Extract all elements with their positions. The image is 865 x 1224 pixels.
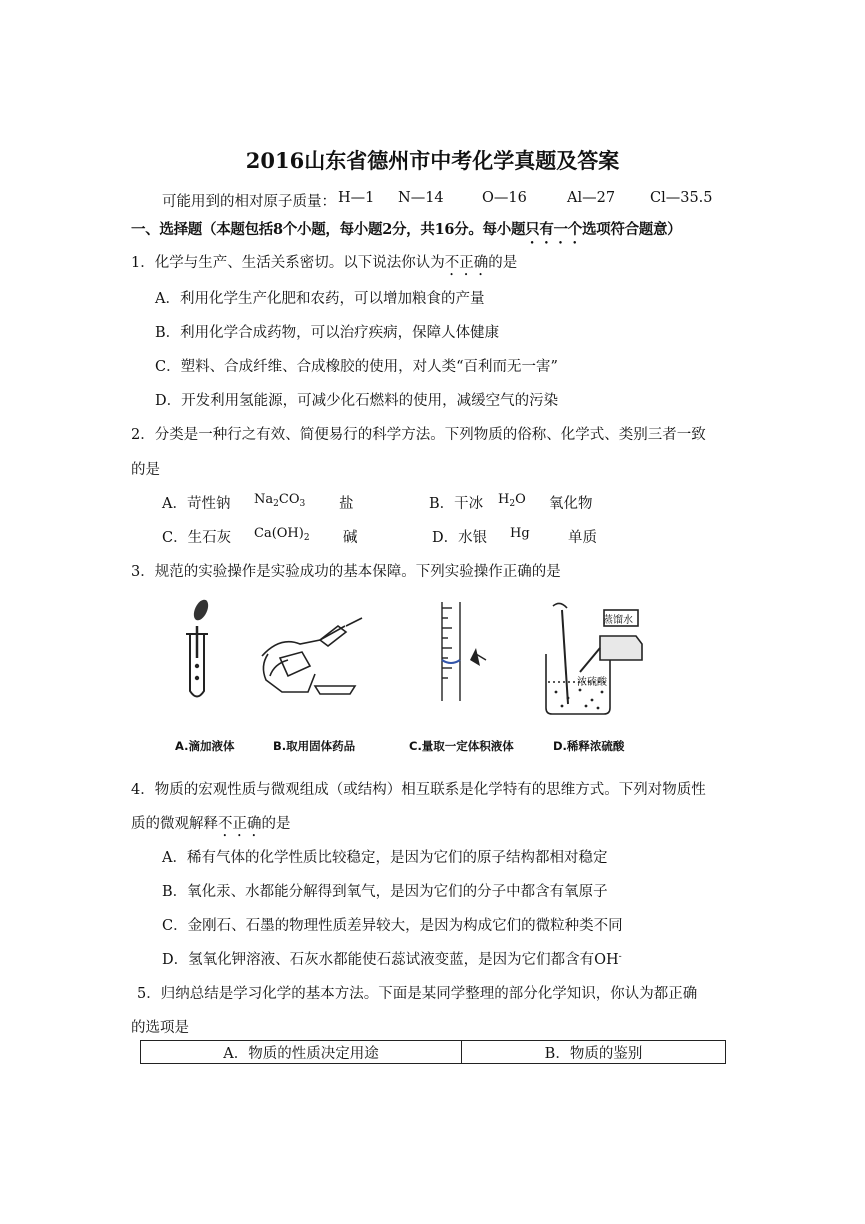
q5-table [140,1040,726,1064]
q5-table-header-b: B．物质的鉴别 [462,1041,726,1064]
q2-option-c-class: 碱 [343,530,358,546]
atomic-mass-label: 可能用到的相对原子质量： [162,194,336,210]
q2-option-d-class: 单质 [568,530,597,546]
label-distilled-water: 蒸馏水 [603,615,633,626]
atomic-mass-n: N—14 [398,190,444,206]
q1-stem: 1．化学与生产、生活关系密切。以下说法你认为不正确的是 [131,255,518,271]
section-heading: 一、选择题（本题包括8个小题，每小题2分，共16分。每小题只有一个选项符合题意） [131,221,682,238]
q4-option-d: D．氢氧化钾溶液、石灰水都能使石蕊试液变蓝，是因为它们都含有OH- [162,952,622,968]
label-concentrated-acid: 浓硫酸 [577,677,607,688]
q3-stem: 3．规范的实验操作是实验成功的基本保障。下列实验操作正确的是 [131,564,561,580]
atomic-mass-al: Al—27 [567,190,616,206]
q2-option-c-label: C．生石灰 [162,530,232,546]
figure-a-dropper [186,597,211,696]
atomic-mass-h: H—1 [338,190,375,206]
q1-option-a: A．利用化学生产化肥和农药，可以增加粮食的产量 [155,291,485,307]
caption-a: A.滴加液体 [175,739,235,753]
caption-d: D.稀释浓硫酸 [553,739,625,753]
q5-table-header-a: A．物质的性质决定用途 [141,1041,462,1064]
q2-stem-line2: 的是 [131,462,160,478]
q2-option-d-formula: Hg [510,526,530,541]
caption-b: B.取用固体药品 [273,739,356,753]
q4-option-b: B．氧化汞、水都能分解得到氧气，是因为它们的分子中都含有氧原子 [162,884,608,900]
q2-option-b-class: 氧化物 [549,496,593,512]
page-title: 2016山东省德州市中考化学真题及答案 [245,148,620,173]
q5-stem-line1: 5．归纳总结是学习化学的基本方法。下面是某同学整理的部分化学知识，你认为都正确 [137,986,698,1002]
q4-option-a: A．稀有气体的化学性质比较稳定，是因为它们的原子结构都相对稳定 [162,850,608,866]
q2-option-b-formula: $H_2O$ [498,492,526,509]
q1-option-d: D．开发利用氢能源，可减少化石燃料的使用，减缓空气的污染 [155,393,559,409]
q1-option-b: B．利用化学合成药物，可以治疗疾病，保障人体健康 [155,325,500,341]
caption-c: C.量取一定体积液体 [409,739,514,753]
q2-stem-line1: 2．分类是一种行之有效、简便易行的科学方法。下列物质的俗称、化学式、类别三者一致 [131,427,706,443]
atomic-mass-o: O—16 [482,190,527,206]
atomic-mass-cl: Cl—35.5 [650,190,713,206]
table-row [141,1041,726,1064]
q4-option-c: C．金刚石、石墨的物理性质差异较大，是因为构成它们的微粒种类不同 [162,918,623,934]
figure-b-solid [262,618,362,694]
q2-option-d-label: D．水银 [432,530,488,546]
q4-stem-line2: 质的微观解释不正确的是 [131,816,291,832]
q2-option-c-formula: $Ca(OH)_2$ [254,526,310,543]
q5-stem-line2: 的选项是 [131,1020,189,1036]
figure-c-cylinder [442,602,486,701]
q2-option-a-label: A．苛性钠 [162,496,231,512]
q2-option-a-formula: $Na_2CO_3$ [254,492,306,509]
q1-option-c: C．塑料、合成纤维、合成橡胶的使用，对人类“百利而无一害” [155,359,558,375]
q3-experiment-figures [170,596,670,731]
q4-stem-line1: 4．物质的宏观性质与微观组成（或结构）相互联系是化学特有的思维方式。下列对物质性 [131,782,706,798]
q2-option-a-class: 盐 [339,496,354,512]
q2-option-b-label: B．干冰 [429,496,484,512]
